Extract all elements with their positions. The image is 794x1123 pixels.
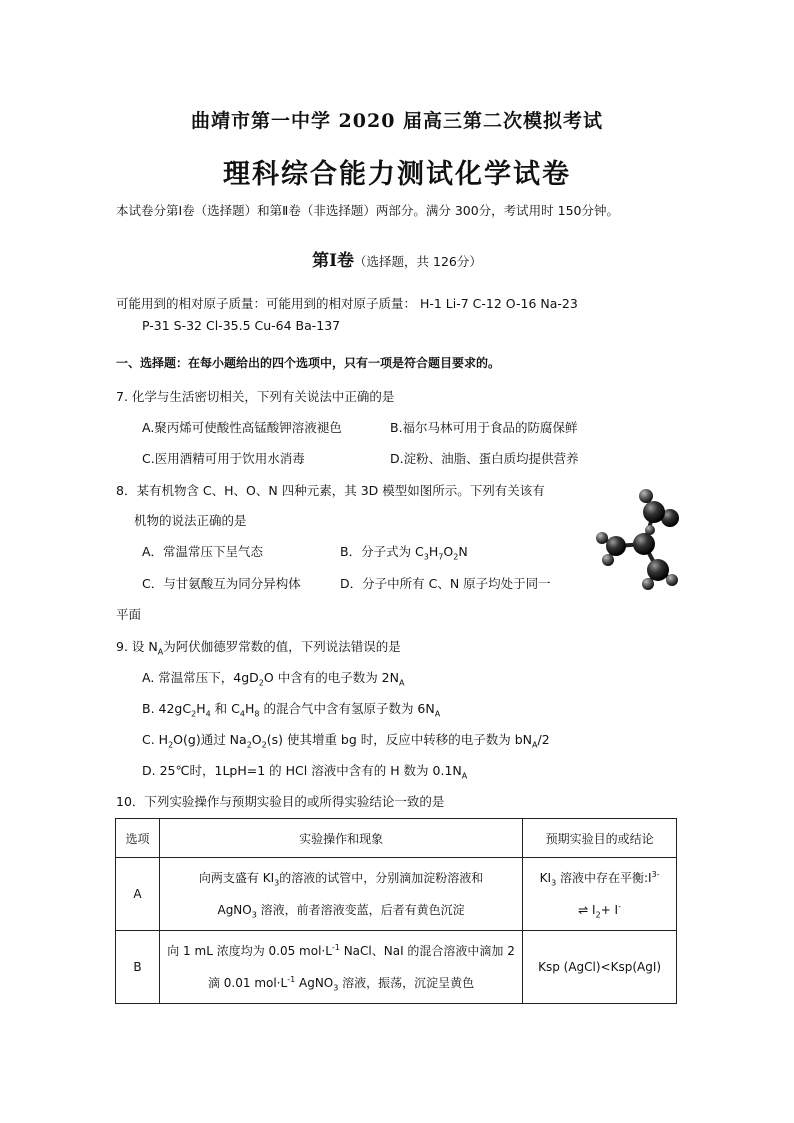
exam-subject-title: 理科综合能力测试化学试卷 [223, 159, 571, 190]
q9-option-a: A. 常温常压下，$4gD_2O$ 中含有的电子数为 $2N_A$ [142, 670, 405, 688]
q8-option-d-continued: 平面 [116, 607, 142, 622]
q7-stem: 7. 化学与生活密切相关，下列有关说法中正确的是 [116, 389, 395, 404]
col-header-option: 选项 [116, 819, 160, 858]
q7-option-c: C.医用酒精可用于饮用水消毒 [142, 451, 305, 466]
q9-option-c: C. $H_2O(g)$通过 $Na_2O_2(s)$ 使其增重 bg 时，反应中转移的电子数为 $bN_A/2$ [142, 732, 550, 750]
q7-option-b: B.福尔马林可用于食品的防腐保鲜 [390, 420, 578, 435]
table-header-row [116, 819, 677, 858]
exam-intro: 本试卷分第Ⅰ卷（选择题）和第Ⅱ卷（非选择题）两部分。满分 300分，考试用时 150分钟。 [116, 203, 620, 218]
q7-option-d: D.淀粉、油脂、蛋白质均提供营养 [390, 451, 579, 466]
molecule-3d-model-image [588, 484, 698, 594]
atomic-mass-line2: P-31 S-32 Cl-35.5 Cu-64 Ba-137 [142, 318, 341, 333]
row-b-conclusion: Ksp (AgCl)<Ksp(AgI) [523, 931, 677, 1004]
q10-stem: 10．下列实验操作与预期实验目的或所得实验结论一致的是 [116, 794, 445, 809]
q9-option-d: D. 25℃时，1LpH=1 的 HCl 溶液中含有的 H 数为 $0.1N_A$ [142, 763, 468, 781]
q8-option-d: D．分子中所有 C、N 原子均处于同一 [340, 576, 551, 591]
q8-stem-1: 8．某有机物含 C、H、O、N 四种元素，其 3D 模型如图所示。下列有关该有 [116, 483, 545, 498]
q7-option-a: A.聚丙烯可使酸性高锰酸钾溶液褪色 [142, 420, 342, 435]
q8-option-b: B．分子式为 $C_3H_7O_2N$ [340, 544, 468, 562]
row-a-conclusion: $KI_3$ 溶液中存在平衡$:I^{3-}$ ⇌ $I_2+ I^-$ [523, 858, 677, 931]
part-heading: 一、选择题：在每小题给出的四个选项中，只有一项是符合题目要求的。 [116, 356, 501, 370]
q8-stem-2: 机物的说法正确的是 [134, 513, 247, 528]
equilibrium-arrow-icon: ⇌ [578, 903, 589, 917]
school-exam-title: 曲靖市第一中学 2020 届高三第二次模拟考试 [190, 110, 604, 132]
section1-title: 第Ⅰ卷 [312, 251, 355, 271]
col-header-conclusion: 预期实验目的或结论 [523, 819, 677, 858]
q8-option-a: A．常温常压下呈气态 [142, 544, 264, 559]
atomic-mass-line1: 可能用到的相对原子质量：可能用到的相对原子质量： H-1 Li-7 C-12 O-16 Na-23 [116, 296, 578, 311]
row-a-operation: 向两支盛有 $KI_3$的溶液的试管中，分别滴加淀粉溶液和 AgNO$_3$ 溶液，前者溶液变蓝，后者有黄色沉淀 [159, 858, 522, 931]
experiment-table [115, 818, 677, 1004]
col-header-operation: 实验操作和现象 [159, 819, 522, 858]
q9-option-b: B. $42gC_2H_4$ 和 $C_4H_8$ 的混合气中含有氢原子数为 $6N_A$ [142, 701, 441, 719]
section1-subtitle: （选择题，共 126分） [354, 254, 482, 269]
table-row [116, 858, 677, 931]
table-row [116, 931, 677, 1004]
q8-option-c: C．与甘氨酸互为同分异构体 [142, 576, 301, 591]
q9-stem: 9. 设 $N_A$为阿伏伽德罗常数的值，下列说法错误的是 [116, 639, 401, 657]
section1-heading [0, 246, 794, 271]
row-b-option: B [116, 931, 160, 1004]
row-a-option: A [116, 858, 160, 931]
row-b-operation: 向 1 mL 浓度均为 0.05 $mol\cdot L^{-1}$ NaCl、NaI 的混合溶液中滴加 2 滴 0.01 $mol\cdot L^{-1}$ AgNO$_3$ 溶液，振荡，沉淀呈黄色 [159, 931, 522, 1004]
